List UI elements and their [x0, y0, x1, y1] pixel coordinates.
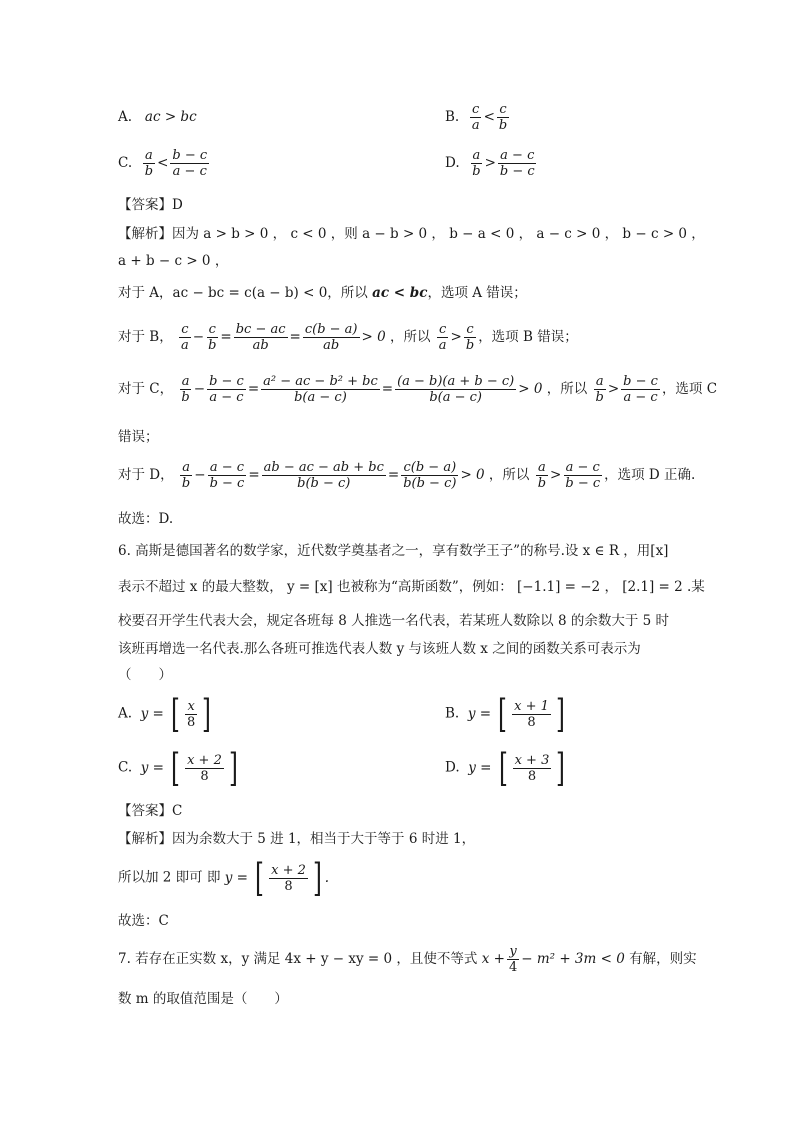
analysis2-text: 所以加 2 即可 即: [118, 869, 221, 886]
for-b-pre: 对于 B，: [118, 329, 173, 345]
for-d-tail: ，选项 D 正确.: [604, 467, 696, 483]
option-d-expr: y = [ $\frac{x + 3}{8}$ ]: [468, 746, 566, 790]
for-b-result: $\frac{c}{a}$ > $\frac{c}{b}$: [438, 322, 475, 353]
for-c-pre: 对于 C，: [118, 381, 174, 397]
for-d-pre: 对于 D，: [118, 467, 174, 483]
q5-for-a: [118, 284, 527, 302]
q5-for-c: [118, 374, 717, 405]
q6-line2: 表示不超过 x 的最大整数， y = [x] 也被称为“高斯函数”，例如： [−1.1] = −2 ， [2.1] = 2 .某: [118, 579, 705, 595]
option-label: C.: [118, 759, 133, 776]
option-c-expr: y = [ $\frac{x + 2}{8}$ ]: [140, 746, 238, 790]
q7-line2: 数 m 的取值范围是（ ）: [118, 991, 288, 1007]
analysis2-expr: y = [ $\frac{x + 2}{8}$ ] .: [224, 856, 330, 900]
option-a-expr: ac > bc: [144, 109, 197, 125]
for-a-text: 对于 A，ac − bc = c(a − b) < 0，所以: [118, 285, 368, 301]
option-label: D.: [445, 759, 460, 776]
for-c-result: $\frac{a}{b}$ > $\frac{b - c}{a - c}$: [595, 374, 658, 405]
q6-line1: 6. 高斯是德国著名的数学家，近代数学奠基者之一，享有数学王子”的称号.设 x ∈ R ，用[x]: [118, 543, 669, 559]
option-label: D.: [445, 155, 460, 171]
q7-line1-tail: 有解，则实: [629, 951, 697, 967]
q6-analysis2: [118, 858, 329, 898]
for-d-result: $\frac{a}{b}$ > $\frac{a - c}{b - c}$: [537, 460, 601, 491]
option-d-expr: $\frac{a}{b}$ > $\frac{a - c}{b - c}$: [472, 148, 535, 179]
option-label: B.: [445, 705, 460, 722]
q5-option-c: [118, 148, 211, 179]
option-b-expr: $\frac{c}{a}$ < $\frac{c}{b}$: [471, 102, 508, 133]
option-a-expr: y = [ $\frac{x}{8}$ ]: [140, 692, 212, 736]
q7-line1-pre: 7. 若存在正实数 x，y 满足 4x + y − xy = 0 ，且使不等式: [118, 951, 478, 967]
q6-option-b: [445, 694, 568, 734]
option-label: B.: [445, 109, 460, 125]
q5-option-b: [445, 102, 511, 133]
q7-line1: [118, 944, 697, 975]
q7-inequality: x + $\frac{y}{4}$ − m² + 3m < 0: [481, 944, 625, 975]
option-label: C.: [118, 155, 133, 171]
q5-option-a: [118, 108, 197, 126]
q6-line5: （ ）: [118, 667, 172, 683]
for-b-mid: ，所以: [389, 329, 431, 345]
q6-option-d: [445, 748, 568, 788]
q6-line3: 校要召开学生代表大会，规定各班每 8 人推选一名代表，若某班人数除以 8 的余数大于 5 时: [118, 613, 670, 629]
q5-analysis-head: 【解析】因为 a > b > 0 ， c < 0 ，则 a − b > 0 ， b − a < 0 ， a − c > 0 ， b − c > 0 ，: [118, 226, 705, 242]
q6-choose: 故选：C: [118, 913, 169, 929]
option-label: A.: [118, 705, 133, 722]
for-c-mid: ，所以: [546, 381, 588, 397]
q6-analysis: 【解析】因为余数大于 5 进 1，相当于大于等于 6 时进 1，: [118, 831, 476, 847]
q5-for-c-wrap: 错误；: [118, 429, 159, 445]
for-b-tail: ，选项 B 错误；: [478, 329, 578, 345]
for-d-expr: $\frac{a}{b}$ − $\frac{a - c}{b - c}$ = $\frac{ab - ac - ab + bc}{b(b - c)}$ = $\frac{c(b - a)}{b(b - c)}$ > 0: [181, 460, 489, 491]
q6-line4: 该班再增选一名代表.那么各班可推选代表人数 y 与该班人数 x 之间的函数关系可表示为: [118, 641, 641, 657]
q6-option-a: [118, 694, 214, 734]
for-b-expr: $\frac{c}{a}$ − $\frac{c}{b}$ = $\frac{bc - ac}{ab}$ = $\frac{c(b - a)}{ab}$ > 0: [181, 322, 390, 353]
q6-answer: 【答案】C: [118, 803, 183, 819]
q5-option-d: [445, 148, 539, 179]
for-c-expr: $\frac{a}{b}$ − $\frac{b - c}{a - c}$ = $\frac{\text{a² − ac − b² + bc}}{b(a - c)}$ = $\frac{(a - b)(a + b - c)}{b(a - c)}$ > 0: [181, 374, 547, 405]
for-a-bold: ac < bc: [372, 285, 428, 301]
q6-option-c: [118, 748, 241, 788]
for-a-tail: ，选项 A 错误；: [427, 285, 527, 301]
q5-analysis-line2: a + b − c > 0 ，: [118, 253, 229, 269]
q5-answer: 【答案】D: [118, 197, 183, 213]
option-label: A.: [118, 109, 133, 125]
q5-choose: 故选：D.: [118, 511, 174, 527]
option-c-expr: $\frac{a}{b}$ < $\frac{b - c}{a - c}$: [144, 148, 208, 179]
q5-for-d: [118, 460, 695, 491]
for-d-mid: ，所以: [488, 467, 530, 483]
option-b-expr: y = [ $\frac{x + 1}{8}$ ]: [467, 692, 565, 736]
q5-for-b: [118, 322, 578, 353]
for-c-tail: ，选项 C: [661, 381, 718, 397]
